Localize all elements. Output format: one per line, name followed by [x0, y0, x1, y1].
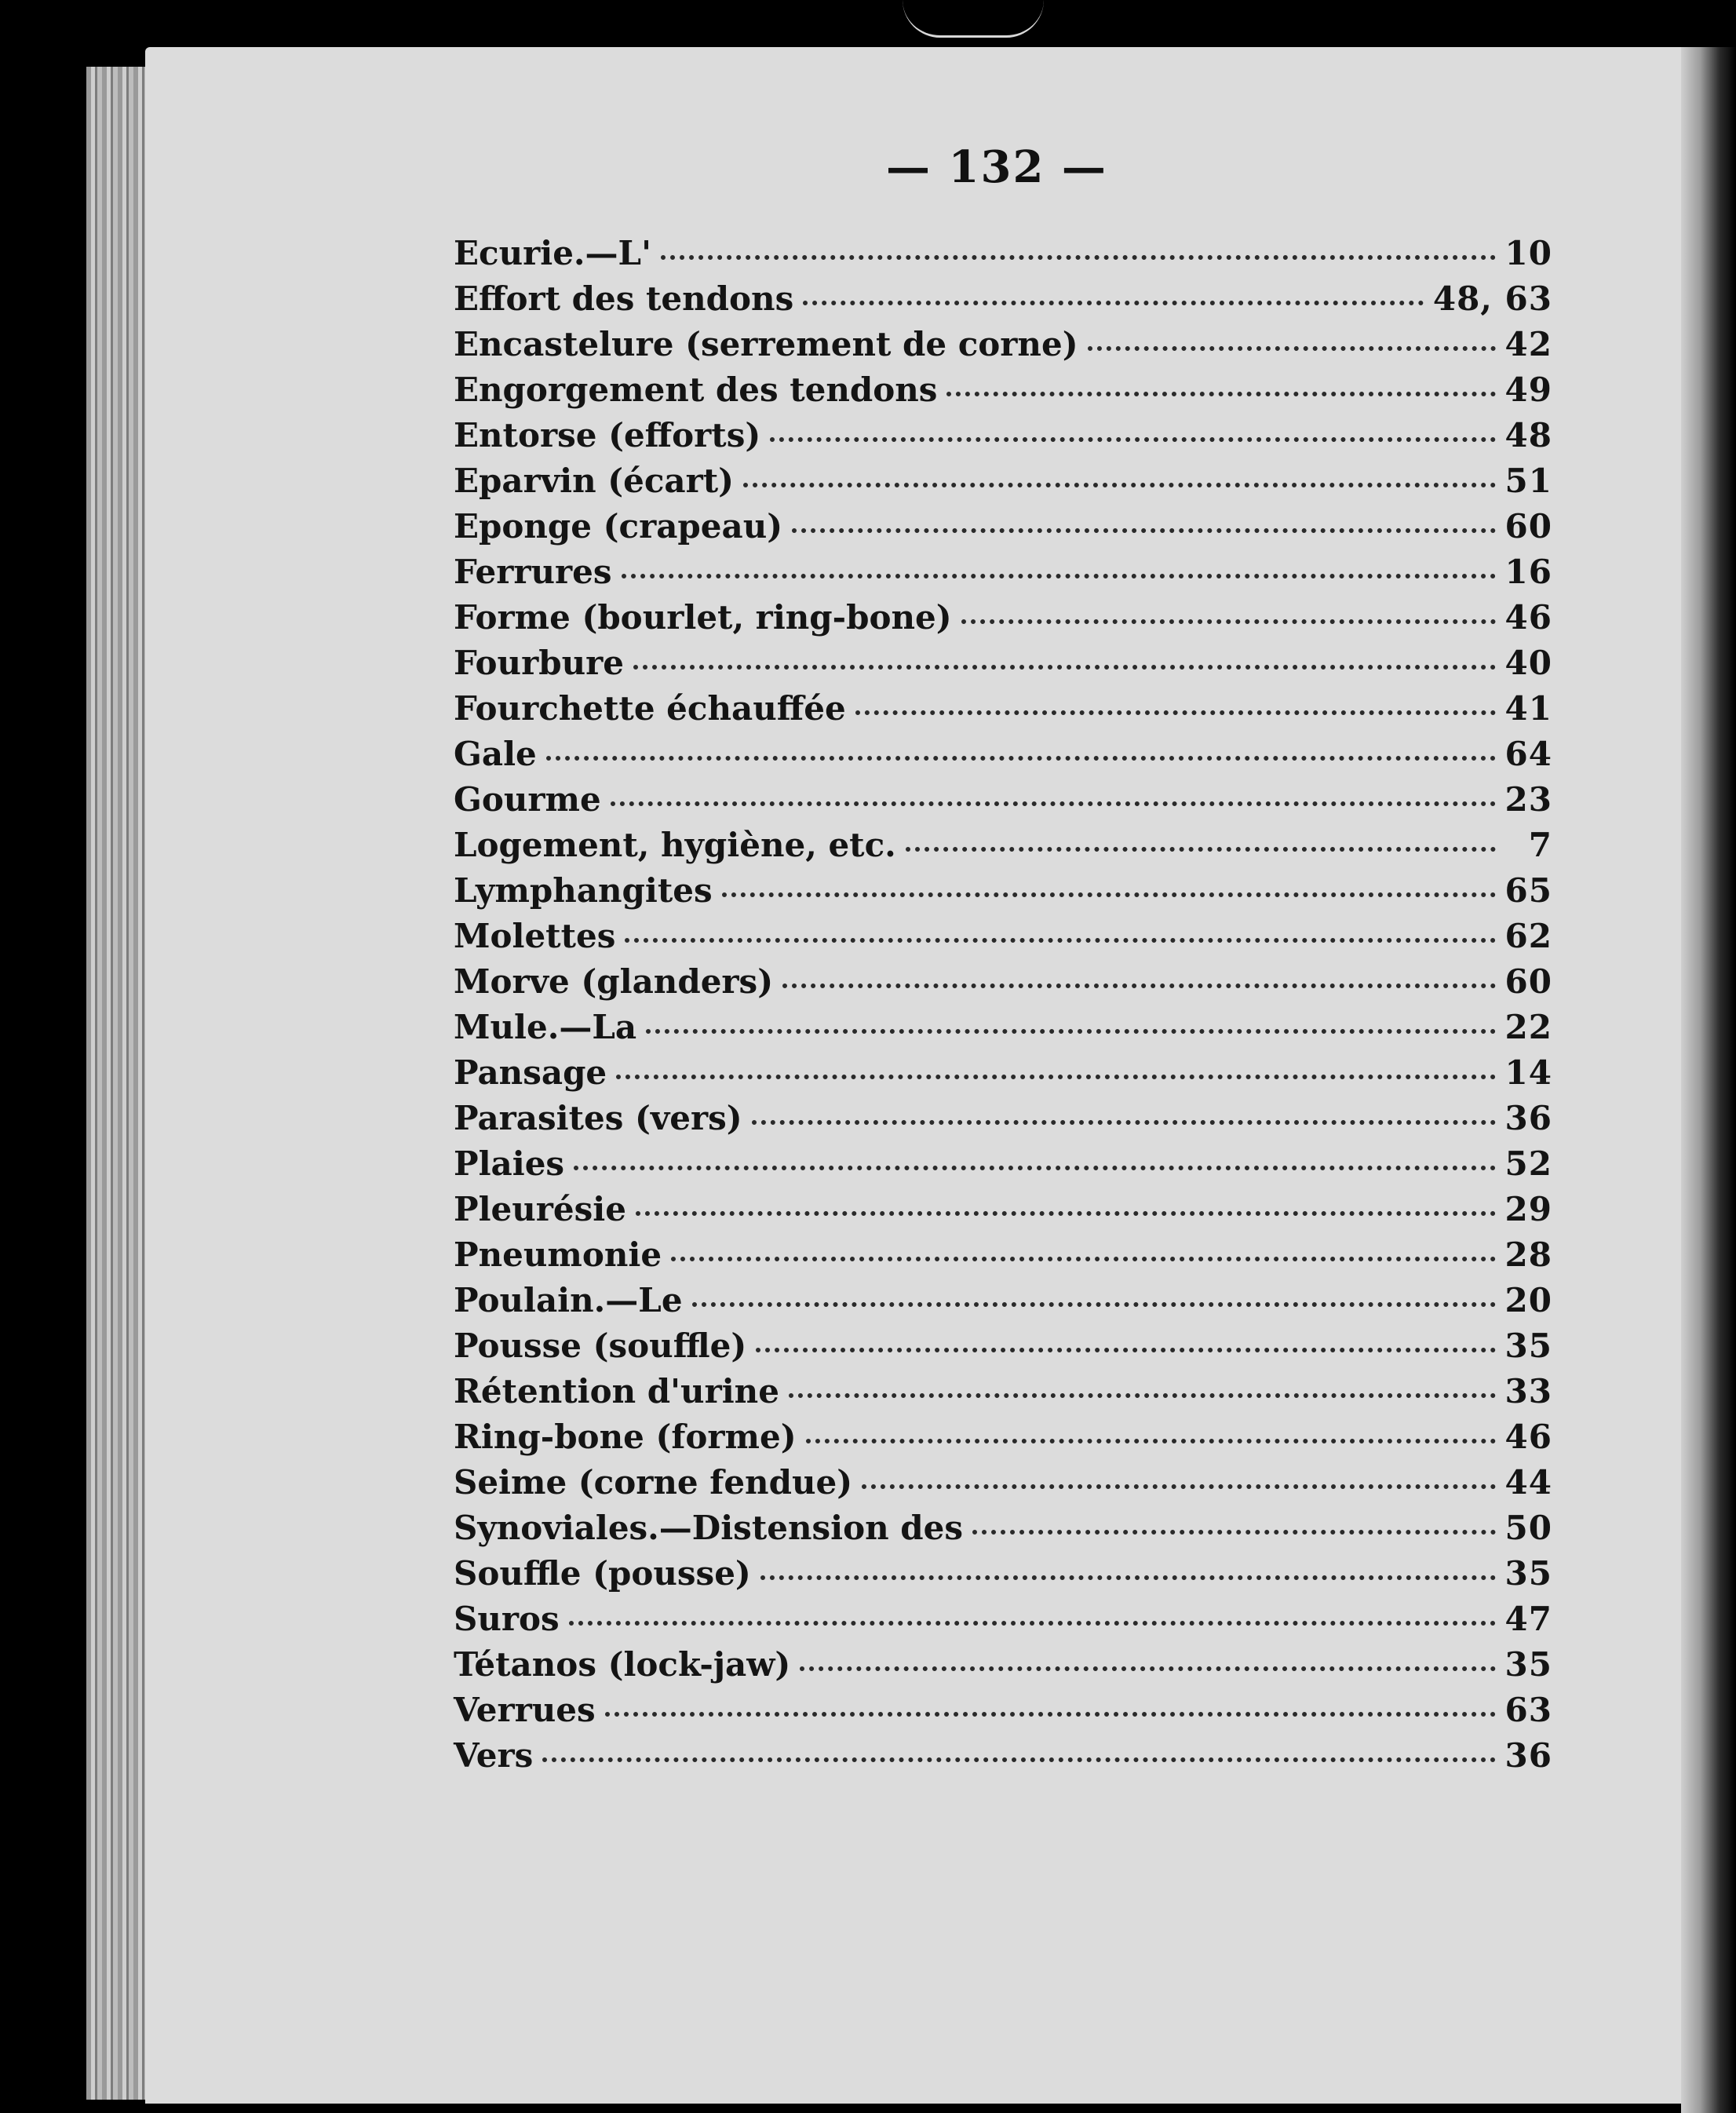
- index-entry: [454, 871, 1552, 917]
- dot-leader: [862, 1484, 1495, 1489]
- dot-leader: [569, 1621, 1496, 1626]
- index-page-number: 50: [1504, 1509, 1552, 1547]
- index-list: [454, 234, 1552, 1782]
- index-entry: [454, 370, 1552, 416]
- index-page-number: 36: [1504, 1736, 1552, 1775]
- index-page-number: 62: [1504, 917, 1552, 955]
- dot-leader: [574, 1166, 1495, 1170]
- dot-leader: [756, 1348, 1495, 1352]
- index-term: Pansage: [454, 1053, 607, 1092]
- index-page-number: 22: [1504, 1008, 1552, 1046]
- index-term: Gourme: [454, 780, 601, 819]
- dot-leader: [800, 1666, 1495, 1671]
- page-number: — 132 —: [886, 141, 1107, 193]
- index-term: Parasites (vers): [454, 1099, 742, 1137]
- dot-leader: [782, 984, 1495, 988]
- dot-leader: [605, 1712, 1496, 1717]
- dot-leader: [622, 574, 1496, 578]
- index-entry: [454, 962, 1552, 1008]
- index-term: Entorse (efforts): [454, 416, 761, 454]
- index-entry: [454, 462, 1552, 507]
- index-term: Suros: [454, 1600, 560, 1638]
- index-term: Tétanos (lock-jaw): [454, 1645, 791, 1684]
- dot-leader: [806, 1439, 1496, 1443]
- index-term: Pousse (souffle): [454, 1327, 747, 1365]
- index-page-number: 48: [1504, 416, 1552, 454]
- dot-leader: [770, 437, 1495, 442]
- dot-leader: [722, 892, 1496, 897]
- dot-leader: [1088, 346, 1496, 351]
- index-term: Plaies: [454, 1144, 565, 1183]
- scan-artifact: [903, 0, 1044, 38]
- index-term: Engorgement des tendons: [454, 370, 938, 409]
- index-term: Verrues: [454, 1691, 596, 1729]
- index-entry: [454, 1736, 1552, 1782]
- index-entry: [454, 1008, 1552, 1053]
- index-page-number: 23: [1504, 780, 1552, 819]
- index-term: Mule.—La: [454, 1008, 637, 1046]
- dot-leader: [661, 255, 1496, 260]
- dot-leader: [855, 710, 1496, 715]
- dot-leader: [961, 619, 1496, 624]
- index-page-number: 14: [1504, 1053, 1552, 1092]
- index-entry: [454, 1281, 1552, 1327]
- index-page-number: 42: [1504, 325, 1552, 363]
- dot-leader: [972, 1530, 1496, 1535]
- dot-leader: [803, 301, 1424, 305]
- dot-leader: [671, 1257, 1496, 1261]
- index-term: Pleurésie: [454, 1190, 626, 1228]
- index-term: Forme (bourlet, ring-bone): [454, 598, 952, 637]
- index-entry: [454, 1645, 1552, 1691]
- index-entry: [454, 780, 1552, 826]
- index-term: Effort des tendons: [454, 279, 794, 318]
- index-entry: [454, 325, 1552, 370]
- index-page-number: 46: [1504, 1418, 1552, 1456]
- index-term: Ecurie.—L': [454, 234, 651, 272]
- dot-leader: [743, 483, 1496, 487]
- index-entry: [454, 416, 1552, 462]
- index-page-number: 35: [1504, 1645, 1552, 1684]
- index-term: Encastelure (serrement de corne): [454, 325, 1078, 363]
- index-entry: [454, 1144, 1552, 1190]
- index-entry: [454, 1509, 1552, 1554]
- index-page-number: 35: [1504, 1327, 1552, 1365]
- index-page-number: 60: [1504, 507, 1552, 546]
- index-entry: [454, 644, 1552, 689]
- dot-leader: [611, 801, 1496, 806]
- index-term: Lymphangites: [454, 871, 713, 910]
- index-term: Eponge (crapeau): [454, 507, 783, 546]
- index-page-number: 64: [1504, 735, 1552, 773]
- dot-leader: [542, 1757, 1495, 1762]
- dot-leader: [792, 528, 1495, 533]
- index-term: Rétention d'urine: [454, 1372, 779, 1410]
- dot-leader: [646, 1029, 1495, 1034]
- index-entry: [454, 689, 1552, 735]
- dot-leader: [760, 1575, 1496, 1580]
- index-entry: [454, 1463, 1552, 1509]
- index-page-number: 51: [1504, 462, 1552, 500]
- index-term: Vers: [454, 1736, 534, 1775]
- dot-leader: [789, 1393, 1496, 1398]
- index-page-number: 29: [1504, 1190, 1552, 1228]
- dot-leader: [633, 665, 1496, 670]
- index-entry: [454, 735, 1552, 780]
- index-term: Seime (corne fendue): [454, 1463, 853, 1502]
- index-page-number: 44: [1504, 1463, 1552, 1502]
- index-page-number: 60: [1504, 962, 1552, 1001]
- index-entry: [454, 1235, 1552, 1281]
- index-term: Eparvin (écart): [454, 462, 735, 500]
- index-page-number: 41: [1504, 689, 1552, 728]
- index-page-number: 35: [1504, 1554, 1552, 1593]
- index-entry: [454, 917, 1552, 962]
- index-entry: [454, 598, 1552, 644]
- index-page-number: 46: [1504, 598, 1552, 637]
- index-term: Ferrures: [454, 553, 612, 591]
- index-term: Souffle (pousse): [454, 1554, 751, 1593]
- index-page-number: 10: [1504, 234, 1552, 272]
- index-term: Poulain.—Le: [454, 1281, 683, 1319]
- dot-leader: [946, 392, 1495, 396]
- index-page-number: 49: [1504, 370, 1552, 409]
- index-entry: [454, 1053, 1552, 1099]
- index-entry: [454, 1372, 1552, 1418]
- index-term: Morve (glanders): [454, 962, 774, 1001]
- index-term: Fourbure: [454, 644, 624, 682]
- dot-leader: [625, 938, 1495, 943]
- dot-leader: [906, 847, 1496, 852]
- index-entry: [454, 1600, 1552, 1645]
- index-entry: [454, 826, 1552, 871]
- index-term: Molettes: [454, 917, 616, 955]
- index-page-number: 52: [1504, 1144, 1552, 1183]
- page-edge-shadow: [1681, 47, 1736, 2113]
- index-entry: [454, 507, 1552, 553]
- index-page-number: 63: [1504, 1691, 1552, 1729]
- index-page-number: 16: [1504, 553, 1552, 591]
- index-page-number: 36: [1504, 1099, 1552, 1137]
- index-entry: [454, 1099, 1552, 1144]
- dot-leader: [692, 1302, 1496, 1307]
- index-entry: [454, 1327, 1552, 1372]
- index-entry: [454, 553, 1552, 598]
- index-page-number: 33: [1504, 1372, 1552, 1410]
- index-entry: [454, 1418, 1552, 1463]
- index-page-number: 48, 63: [1432, 279, 1552, 318]
- index-entry: [454, 1554, 1552, 1600]
- index-page-number: 7: [1528, 826, 1552, 864]
- index-page-number: 40: [1504, 644, 1552, 682]
- index-term: Ring-bone (forme): [454, 1418, 797, 1456]
- index-term: Pneumonie: [454, 1235, 662, 1274]
- index-page-number: 47: [1504, 1600, 1552, 1638]
- index-term: Fourchette échauffée: [454, 689, 846, 728]
- index-entry: [454, 279, 1552, 325]
- index-term: Logement, hygiène, etc.: [454, 826, 896, 864]
- index-term: Synoviales.—Distension des: [454, 1509, 963, 1547]
- dot-leader: [616, 1075, 1495, 1079]
- index-entry: [454, 1190, 1552, 1235]
- dot-leader: [752, 1120, 1496, 1125]
- index-page-number: 20: [1504, 1281, 1552, 1319]
- dot-leader: [636, 1211, 1496, 1216]
- index-page-number: 65: [1504, 871, 1552, 910]
- index-entry: [454, 234, 1552, 279]
- dot-leader: [546, 756, 1496, 761]
- index-term: Gale: [454, 735, 537, 773]
- index-page-number: 28: [1504, 1235, 1552, 1274]
- index-entry: [454, 1691, 1552, 1736]
